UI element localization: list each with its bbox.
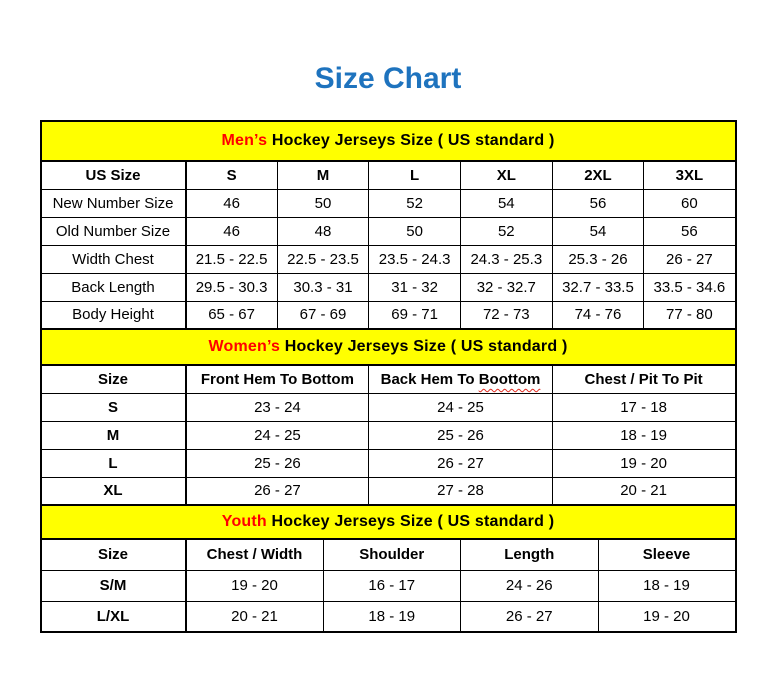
row-label: Old Number Size	[41, 217, 186, 245]
data-cell: 18 - 19	[323, 601, 461, 632]
header-row	[41, 161, 736, 189]
data-cell: 54	[460, 189, 552, 217]
table-row	[41, 217, 736, 245]
data-cell: 22.5 - 23.5	[277, 245, 369, 273]
youth-band-title	[41, 505, 736, 539]
data-cell: 26 - 27	[186, 477, 369, 505]
header-cell: Shoulder	[323, 539, 461, 570]
data-cell: 26 - 27	[644, 245, 736, 273]
data-cell: 77 - 80	[644, 301, 736, 329]
data-cell: 16 - 17	[323, 570, 461, 601]
header-cell: Sleeve	[598, 539, 736, 570]
data-cell: 33.5 - 34.6	[644, 273, 736, 301]
data-cell: 20 - 21	[552, 477, 735, 505]
header-cell	[369, 365, 552, 393]
data-cell: 52	[369, 189, 461, 217]
row-label: L	[41, 449, 186, 477]
data-cell: 54	[552, 217, 644, 245]
header-cell: US Size	[41, 161, 186, 189]
data-cell: 69 - 71	[369, 301, 461, 329]
header-cell: Front Hem To Bottom	[186, 365, 369, 393]
data-cell: 50	[369, 217, 461, 245]
data-cell: 30.3 - 31	[277, 273, 369, 301]
row-label: S/M	[41, 570, 186, 601]
table-row	[41, 601, 736, 632]
table-row	[41, 245, 736, 273]
data-cell: 31 - 32	[369, 273, 461, 301]
row-label: New Number Size	[41, 189, 186, 217]
page-title: Size Chart	[314, 62, 462, 95]
data-cell: 19 - 20	[552, 449, 735, 477]
data-cell: 46	[186, 217, 278, 245]
data-cell: 56	[552, 189, 644, 217]
mens-size-table	[40, 120, 737, 330]
table-row	[41, 477, 736, 505]
size-chart-tables	[40, 120, 737, 633]
data-cell: 65 - 67	[186, 301, 278, 329]
header-cell: Chest / Pit To Pit	[552, 365, 735, 393]
data-cell: 21.5 - 22.5	[186, 245, 278, 273]
table-row	[41, 301, 736, 329]
header-cell: 2XL	[552, 161, 644, 189]
data-cell: 24 - 25	[369, 393, 552, 421]
header-row	[41, 365, 736, 393]
header-text: Back Hem To	[380, 370, 479, 388]
table-row	[41, 273, 736, 301]
band-prefix: Women’s	[208, 338, 281, 355]
data-cell: 32 - 32.7	[460, 273, 552, 301]
header-cell: Size	[41, 365, 186, 393]
mens-band-title	[41, 121, 736, 161]
womens-size-table	[40, 328, 737, 506]
band-rest: Hockey Jerseys Size ( US standard )	[280, 338, 568, 355]
table-row	[41, 421, 736, 449]
band-prefix: Men’s	[221, 132, 268, 149]
data-cell: 25.3 - 26	[552, 245, 644, 273]
data-cell: 25 - 26	[369, 421, 552, 449]
data-cell: 56	[644, 217, 736, 245]
data-cell: 48	[277, 217, 369, 245]
header-cell: 3XL	[644, 161, 736, 189]
header-cell: Size	[41, 539, 186, 570]
data-cell: 50	[277, 189, 369, 217]
data-cell: 52	[460, 217, 552, 245]
data-cell: 23 - 24	[186, 393, 369, 421]
header-cell: L	[369, 161, 461, 189]
header-cell: M	[277, 161, 369, 189]
data-cell: 20 - 21	[186, 601, 324, 632]
data-cell: 18 - 19	[598, 570, 736, 601]
row-label: S	[41, 393, 186, 421]
row-label: Body Height	[41, 301, 186, 329]
header-cell: Length	[461, 539, 599, 570]
data-cell: 32.7 - 33.5	[552, 273, 644, 301]
data-cell: 19 - 20	[186, 570, 324, 601]
header-cell: XL	[460, 161, 552, 189]
data-cell: 26 - 27	[369, 449, 552, 477]
band-rest: Hockey Jerseys Size ( US standard )	[266, 513, 555, 530]
data-cell: 17 - 18	[552, 393, 735, 421]
data-cell: 46	[186, 189, 278, 217]
row-label: Width Chest	[41, 245, 186, 273]
header-cell: Chest / Width	[186, 539, 324, 570]
table-row	[41, 189, 736, 217]
womens-band-title	[41, 329, 736, 365]
data-cell: 24.3 - 25.3	[460, 245, 552, 273]
row-label: Back Length	[41, 273, 186, 301]
row-label: L/XL	[41, 601, 186, 632]
table-row	[41, 393, 736, 421]
data-cell: 18 - 19	[552, 421, 735, 449]
header-cell: S	[186, 161, 278, 189]
data-cell: 72 - 73	[460, 301, 552, 329]
table-row	[41, 449, 736, 477]
data-cell: 67 - 69	[277, 301, 369, 329]
misspelled-word: Boottom	[478, 370, 541, 388]
band-rest: Hockey Jerseys Size ( US standard )	[267, 132, 555, 149]
data-cell: 25 - 26	[186, 449, 369, 477]
data-cell: 19 - 20	[598, 601, 736, 632]
row-label: M	[41, 421, 186, 449]
row-label: XL	[41, 477, 186, 505]
table-row	[41, 570, 736, 601]
data-cell: 24 - 26	[461, 570, 599, 601]
data-cell: 27 - 28	[369, 477, 552, 505]
data-cell: 23.5 - 24.3	[369, 245, 461, 273]
data-cell: 24 - 25	[186, 421, 369, 449]
header-row	[41, 539, 736, 570]
data-cell: 26 - 27	[461, 601, 599, 632]
data-cell: 74 - 76	[552, 301, 644, 329]
data-cell: 60	[644, 189, 736, 217]
youth-size-table	[40, 504, 737, 633]
data-cell: 29.5 - 30.3	[186, 273, 278, 301]
band-prefix: Youth	[221, 513, 267, 530]
